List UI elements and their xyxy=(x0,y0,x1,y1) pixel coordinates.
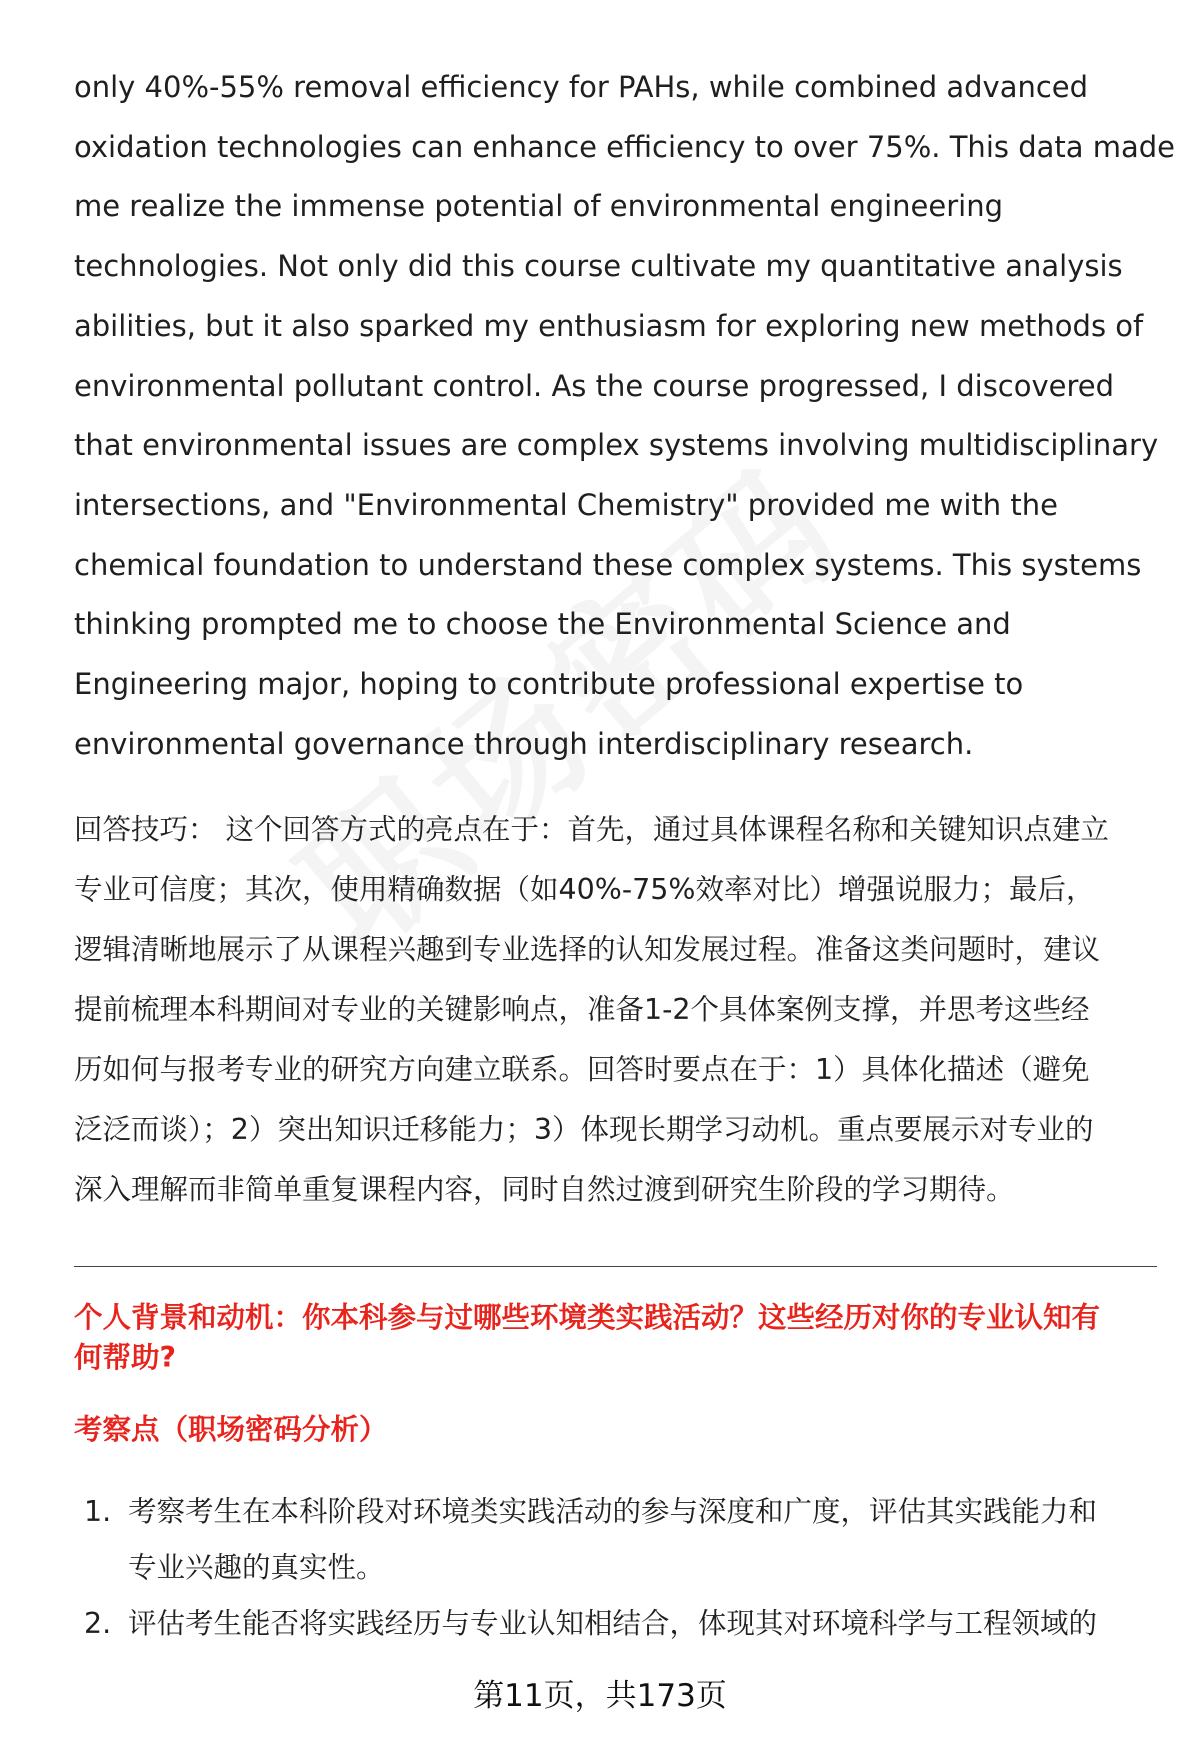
text-line: abilities, but it also sparked my enthusiasm for exploring new methods of xyxy=(74,308,1144,343)
text-line: only 40%-55% removal efficiency for PAHs, while combined advanced xyxy=(74,70,1089,104)
text-line: environmental pollutant control. As the course progressed, I discovered xyxy=(74,368,1115,403)
list-item xyxy=(74,1596,1164,1652)
text-line: 历如何与报考专业的研究方向建立联系。回答时要点在于：1）具体化描述（避免 xyxy=(74,1053,1090,1086)
answer-tips-paragraph xyxy=(74,800,1164,1220)
text-line: oxidation technologies can enhance efficiency to over 75%. This data made xyxy=(74,129,1176,164)
text-line: 专业可信度；其次，使用精确数据（如40%-75%效率对比）增强说服力；最后， xyxy=(74,873,1095,906)
text-line: that environmental issues are complex systems involving multidisciplinary xyxy=(74,428,1159,463)
text-line: 回答技巧： 这个回答方式的亮点在于：首先，通过具体课程名称和关键知识点建立 xyxy=(74,813,1110,846)
text-line: thinking prompted me to choose the Environmental Science and xyxy=(74,607,1011,642)
text-line: 泛泛而谈）；2）突出知识迁移能力；3）体现长期学习动机。重点要展示对专业的 xyxy=(74,1113,1094,1146)
question-heading xyxy=(74,1298,1164,1378)
list-number: 2. xyxy=(84,1607,112,1640)
list-item-line: 考察考生在本科阶段对环境类实践活动的参与深度和广度，评估其实践能力和 xyxy=(128,1495,1098,1528)
question-line: 个人背景和动机：你本科参与过哪些环境类实践活动？这些经历对你的专业认知有 xyxy=(74,1301,1101,1334)
list-number: 1. xyxy=(84,1495,112,1528)
text-line: intersections, and "Environmental Chemistry" provided me with the xyxy=(74,487,1058,522)
text-line: 深入理解而非简单重复课程内容，同时自然过渡到研究生阶段的学习期待。 xyxy=(74,1173,1015,1206)
page-number-footer: 第11页，共173页 xyxy=(473,1678,727,1714)
text-line: environmental governance through interdisciplinary research. xyxy=(74,726,974,761)
text-line: chemical foundation to understand these complex systems. This systems xyxy=(74,547,1142,582)
text-line: technologies. Not only did this course cultivate my quantitative analysis xyxy=(74,249,1123,284)
assessment-points-heading: 考察点（职场密码分析） xyxy=(74,1413,388,1446)
assessment-points-list xyxy=(74,1484,1164,1652)
text-line: Engineering major, hoping to contribute professional expertise to xyxy=(74,667,1024,702)
question-line: 何帮助? xyxy=(74,1341,177,1374)
text-line: 逻辑清晰地展示了从课程兴趣到专业选择的认知发展过程。准备这类问题时，建议 xyxy=(74,933,1101,966)
section-divider xyxy=(74,1266,1157,1267)
list-item-line: 评估考生能否将实践经历与专业认知相结合，体现其对环境科学与工程领域的 xyxy=(128,1607,1098,1640)
text-line: me realize the immense potential of environmental engineering xyxy=(74,189,1004,224)
list-item xyxy=(74,1484,1164,1596)
text-line: 提前梳理本科期间对专业的关键影响点，准备1-2个具体案例支撑，并思考这些经 xyxy=(74,993,1090,1026)
list-item-line: 专业兴趣的真实性。 xyxy=(128,1551,385,1584)
english-answer-paragraph xyxy=(74,58,1174,774)
